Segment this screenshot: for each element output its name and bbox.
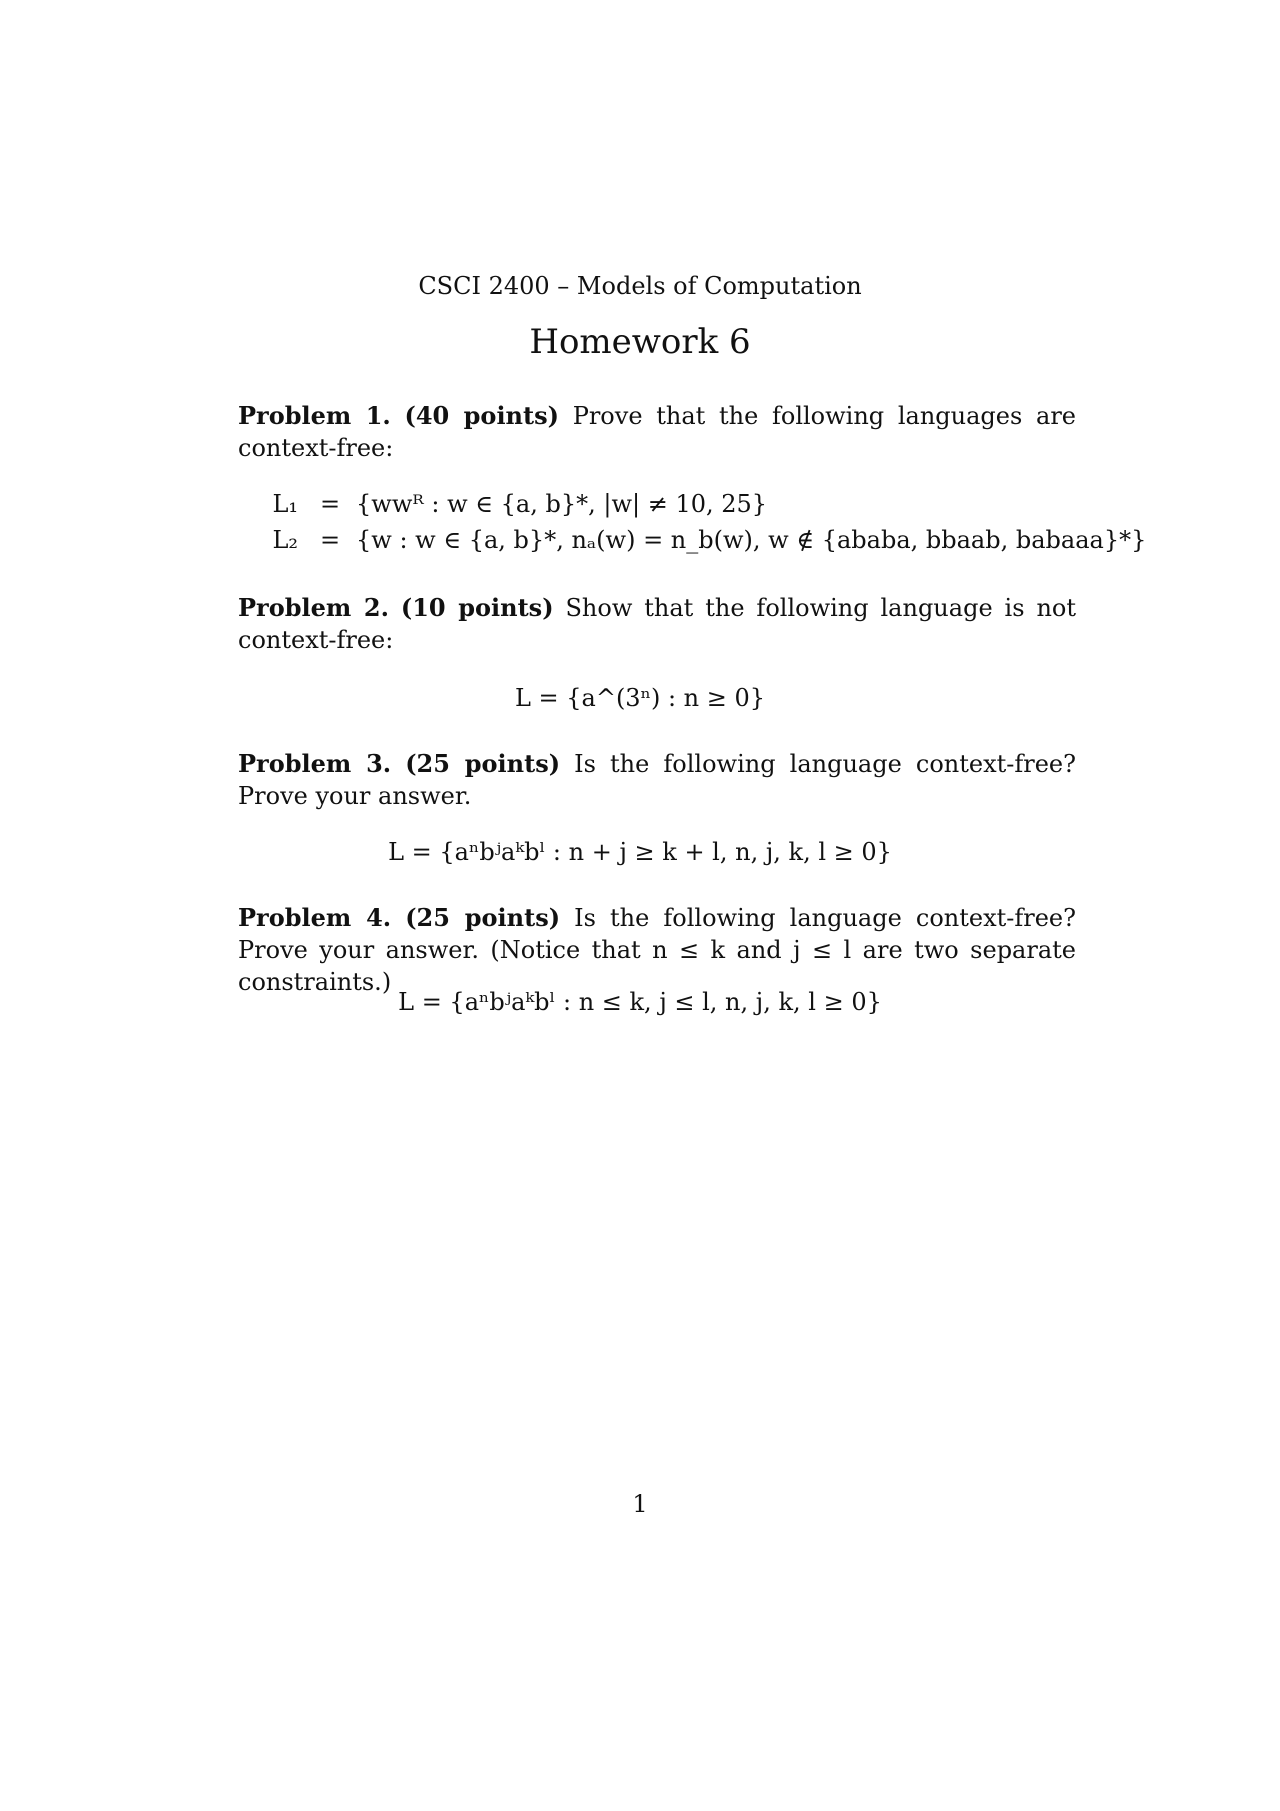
homework-title: Homework 6 (529, 322, 751, 362)
problem-4-equation: L = {aⁿbʲaᵏbˡ : n ≤ k, j ≤ l, n, j, k, l ≥ 0} (398, 988, 882, 1016)
problem-2-name: Problem 2. (238, 593, 389, 622)
problem-4-points: (25 points) (405, 903, 561, 932)
problem-1-name: Problem 1. (238, 401, 391, 430)
equation-lhs: L₁ (272, 490, 298, 518)
problem-1-text: Prove that the following languages are context-free: (238, 402, 1077, 462)
problem-3-points: (25 points) (405, 749, 561, 778)
course-title: CSCI 2400 – Models of Computation (418, 272, 862, 300)
problem-2-text: Show that the following language is not context-free: (238, 594, 1076, 654)
problem-2-statement (238, 592, 1076, 656)
equation-rhs: {wwᴿ : w ∈ {a, b}*, |w| ≠ 10, 25} (356, 490, 768, 518)
equation-equals: = (319, 526, 341, 554)
problem-4-text: Is the following language context-free? Prove your answer. (Notice that n ≤ k and j ≤ l are two separate constraints.) (238, 904, 1076, 996)
page-number: 1 (632, 1490, 648, 1518)
problem-3-equation: L = {aⁿbʲaᵏbˡ : n + j ≥ k + l, n, j, k, l ≥ 0} (388, 838, 892, 866)
problem-2-equation: L = {a^(3ⁿ) : n ≥ 0} (514, 684, 766, 712)
problem-4-statement (238, 902, 1076, 998)
equation-lhs: L₂ (272, 526, 298, 554)
problem-2-points: (10 points) (400, 593, 554, 622)
problem-4-name: Problem 4. (238, 903, 392, 932)
problem-3-text: Is the following language context-free? Prove your answer. (238, 750, 1076, 810)
equation-rhs: {w : w ∈ {a, b}*, nₐ(w) = n_b(w), w ∉ {ababa, bbaab, babaaa}*} (356, 526, 1147, 554)
problem-3-name: Problem 3. (238, 749, 392, 778)
problem-1-points: (40 points) (404, 401, 559, 430)
problem-3-statement (238, 748, 1076, 812)
equation-equals: = (319, 490, 341, 518)
problem-1-statement (238, 400, 1076, 464)
